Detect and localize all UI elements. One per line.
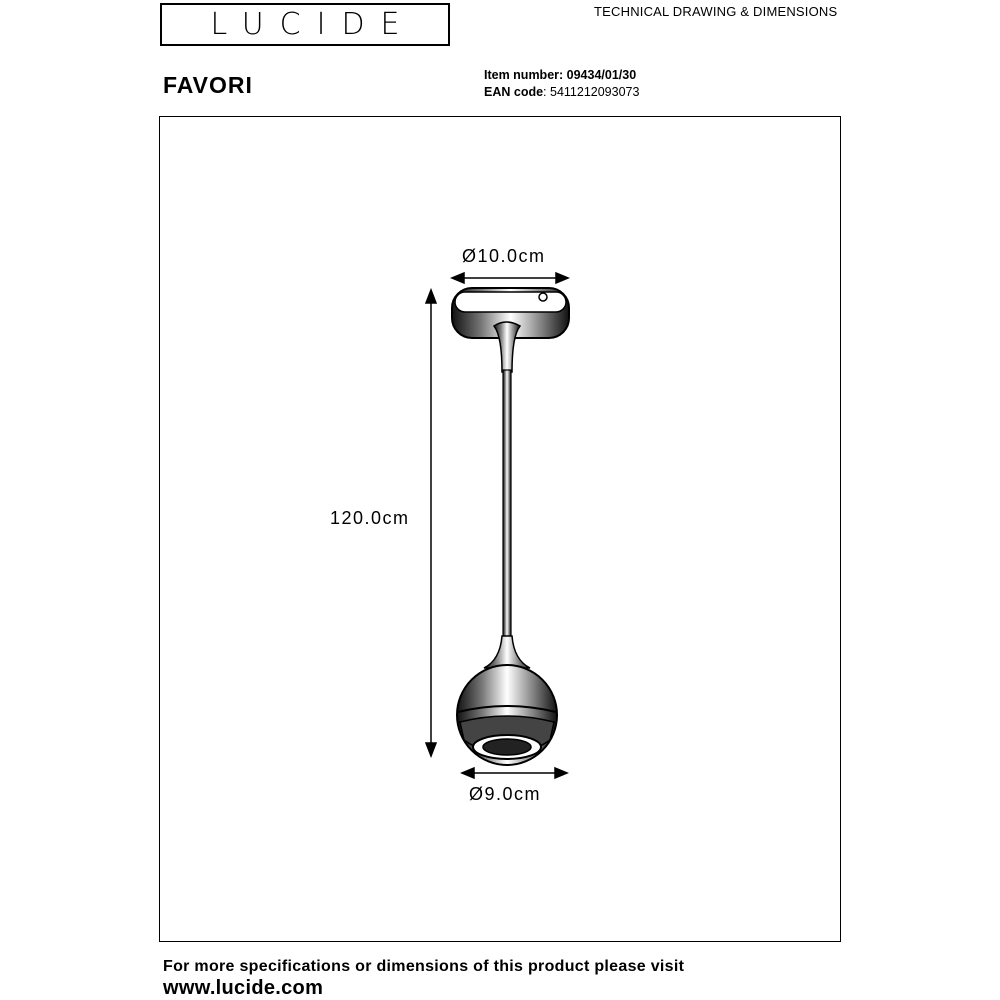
canopy-width-arrow <box>452 273 568 283</box>
footer-note: For more specifications or dimensions of this product please visit <box>163 958 685 975</box>
shade-diameter-label: Ø9.0cm <box>469 784 542 804</box>
footer-url[interactable]: www.lucide.com <box>163 977 324 999</box>
suspension-cable <box>503 370 511 638</box>
document-type: TECHNICAL DRAWING & DIMENSIONS <box>594 4 838 19</box>
ean-code-label: EAN code <box>484 85 544 99</box>
height-label: 120.0cm <box>330 508 410 528</box>
item-number-value: : 09434/01/30 <box>559 68 637 82</box>
ean-code-value: : 5411212093073 <box>543 85 640 99</box>
height-arrow <box>426 290 436 756</box>
shade-width-arrow <box>462 768 567 778</box>
cable-grip <box>494 322 520 372</box>
item-number-label: Item number <box>484 68 560 82</box>
shade-neck <box>484 636 530 668</box>
product-name: FAVORI <box>163 72 253 98</box>
brand-logo-text: LUCIDE <box>210 7 416 42</box>
spherical-shade <box>457 665 557 765</box>
canopy-diameter-label: Ø10.0cm <box>462 246 546 266</box>
